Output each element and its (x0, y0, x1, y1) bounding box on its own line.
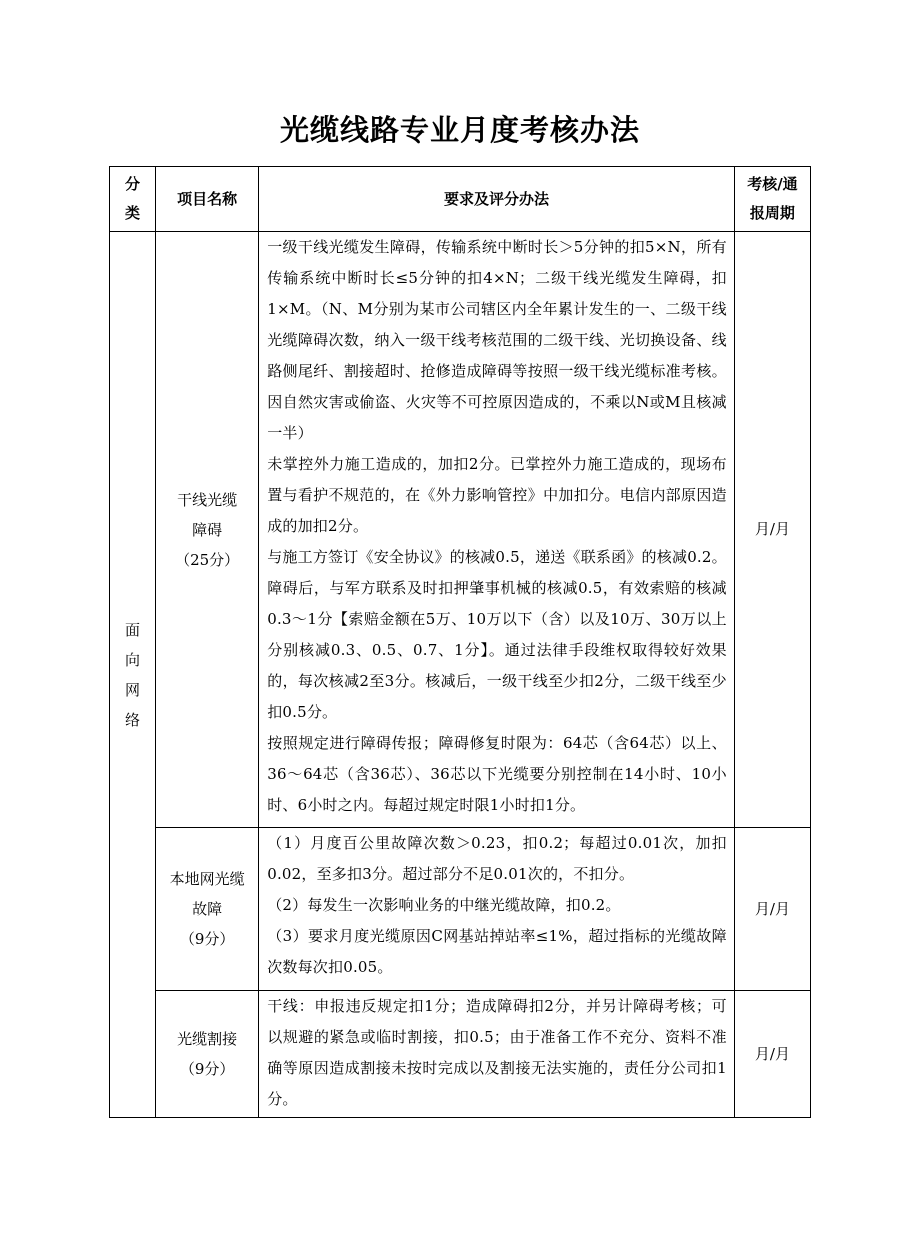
header-period: 考核/通 报周期 (734, 167, 810, 232)
item-name-cell: 光缆割接 （9分） (156, 991, 259, 1118)
assessment-table (109, 166, 811, 1118)
period-cell: 月/月 (734, 232, 810, 828)
period-cell: 月/月 (734, 828, 810, 991)
table-row (110, 232, 811, 828)
requirement-paragraph: （2）每发生一次影响业务的中继光缆故障，扣0.2。 (267, 896, 621, 914)
page-title: 光缆线路专业月度考核办法 (279, 113, 640, 147)
requirements-cell (259, 828, 735, 991)
requirement-paragraph: （1）月度百公里故障次数＞0.23，扣0.2；每超过0.01次，加扣0.02，至多扣3分。超过部分不足0.01次的，不扣分。 (267, 834, 727, 883)
period-cell: 月/月 (734, 991, 810, 1118)
table-row (110, 991, 811, 1118)
item-name-cell: 本地网光缆 故障 （9分） (156, 828, 259, 991)
requirements-cell (259, 232, 735, 828)
requirement-paragraph: 未掌控外力施工造成的，加扣2分。已掌控外力施工造成的，现场布置与看护不规范的，在《外力影响管控》中加扣分。电信内部原因造成的加扣2分。 (267, 455, 727, 535)
category-cell: 面 向 网 络 (110, 232, 156, 1118)
item-name-cell: 干线光缆 障碍 （25分） (156, 232, 259, 828)
table-row (110, 828, 811, 991)
header-requirements: 要求及评分办法 (259, 167, 735, 232)
requirements-cell (259, 991, 735, 1118)
requirement-paragraph: 按照规定进行障碍传报；障碍修复时限为：64芯（含64芯）以上、36～64芯（含36芯）、36芯以下光缆要分别控制在14小时、10小时、6小时之内。每超过规定时限1小时扣1分。 (267, 734, 727, 814)
header-project-name: 项目名称 (156, 167, 259, 232)
requirement-paragraph: 一级干线光缆发生障碍，传输系统中断时长＞5分钟的扣5×N，所有传输系统中断时长≤5分钟的扣4×N；二级干线光缆发生障碍，扣1×M。（N、M分别为某市公司辖区内全年累计发生的一、二级干线光缆障碍次数，纳入一级干线考核范围的二级干线、光切换设备、线路侧尾纤、割接超时、抢修造成障碍等按照一级干线光缆标准考核。因自然灾害或偷盗、火灾等不可控原因造成的，不乘以N或M且核减一半） (267, 238, 727, 442)
requirement-paragraph: （3）要求月度光缆原因C网基站掉站率≤1%，超过指标的光缆故障次数每次扣0.05。 (267, 927, 727, 976)
requirement-paragraph: 干线：申报违反规定扣1分；造成障碍扣2分，并另计障碍考核；可以规避的紧急或临时割接，扣0.5；由于准备工作不充分、资料不准确等原因造成割接未按时完成以及割接无法实施的，责任分公司扣1分。 (267, 997, 727, 1108)
requirement-paragraph: 与施工方签订《安全协议》的核减0.5，递送《联系函》的核减0.2。障碍后，与军方联系及时扣押肇事机械的核减0.5，有效索赔的核减0.3～1分【索赔金额在5万、10万以下（含）以及10万、30万以上分别核减0.3、0.5、0.7、1分】。通过法律手段维权取得较好效果的，每次核减2至3分。核减后，一级干线至少扣2分，二级干线至少扣0.5分。 (267, 548, 727, 721)
header-category: 分 类 (110, 167, 156, 232)
table-header-row (110, 167, 811, 232)
